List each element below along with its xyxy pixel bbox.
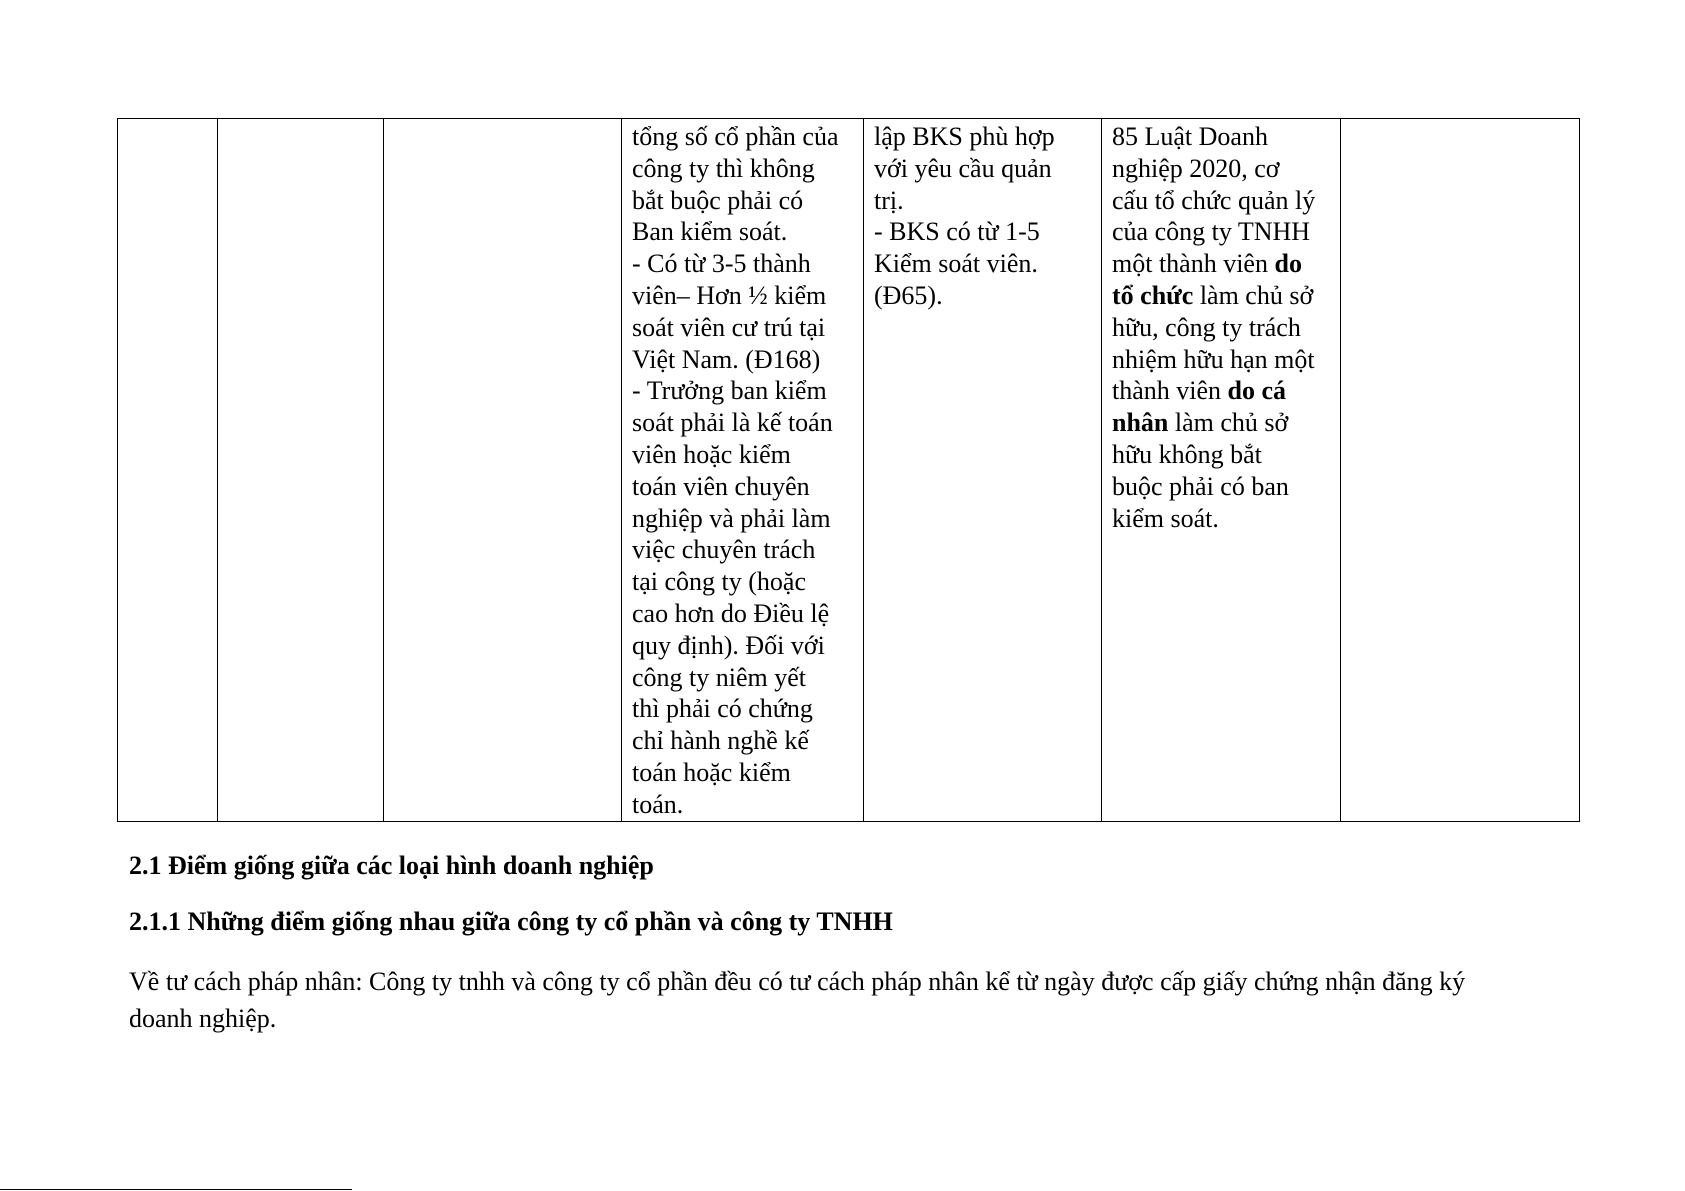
subsection-heading: 2.1.1 Những điểm giống nhau giữa công ty cổ phần và công ty TNHH: [129, 907, 893, 936]
cell-line: Việt Nam. (Đ168): [632, 344, 821, 374]
text-run: làm chủ sở: [1193, 280, 1314, 310]
text-run: làm chủ sở: [1168, 408, 1289, 438]
cell-line: cao hơn do Điều lệ: [632, 598, 830, 628]
cell-line: 85 Luật Doanh: [1112, 122, 1268, 151]
table-cell-multi-member-llc-supervisory: [864, 119, 1102, 822]
cell-line: chỉ hành nghề kế: [632, 726, 809, 756]
cell-line: quy định). Đối với: [632, 630, 825, 660]
body-paragraph: [129, 963, 1465, 1037]
cell-line: bắt buộc phải có: [632, 185, 804, 215]
bold-text-run: do: [1274, 249, 1302, 279]
cell-line: Kiểm soát viên.: [874, 249, 1038, 279]
cell-line: toán viên chuyên: [632, 471, 810, 501]
cell-line: lập BKS phù hợp: [874, 122, 1055, 151]
cell-line: viên hoặc kiểm: [632, 439, 791, 469]
cell-line: [1112, 407, 1330, 439]
cell-line: [1112, 248, 1330, 280]
cell-line: soát phải là kế toán: [632, 408, 833, 438]
bold-text-run: do cá: [1227, 376, 1287, 406]
bold-text-run: nhân: [1112, 408, 1169, 438]
paragraph-line: Về tư cách pháp nhân: Công ty tnhh và công ty cổ phần đều có tư cách pháp nhân kể từ ngày được cấp giấy chứng nhận đăng ký: [129, 967, 1466, 996]
cell-line: Ban kiểm soát.: [632, 217, 788, 247]
cell-line: [1112, 375, 1330, 407]
comparison-table: [117, 118, 1580, 822]
cell-line: soát viên cư trú tại: [632, 312, 826, 342]
cell-line: - Có từ 3-5 thành: [632, 249, 811, 279]
cell-line: - Trưởng ban kiểm: [632, 376, 827, 406]
cell-line: nghiệp 2020, cơ: [1112, 153, 1280, 183]
table-cell-empty-2: [218, 119, 384, 822]
cell-line: trị.: [874, 185, 904, 215]
cell-line: hữu không bắt: [1112, 439, 1262, 469]
table-cell-joint-stock-supervisory: [622, 119, 864, 822]
cell-line: công ty niêm yết: [632, 662, 807, 692]
cell-line: [1112, 280, 1330, 312]
cell-line: viên– Hơn ½ kiểm: [632, 280, 827, 310]
text-run: thành viên: [1112, 376, 1228, 406]
cell-line: nghiệp và phải làm: [632, 503, 831, 533]
bold-text-run: tổ chức: [1112, 280, 1194, 310]
cell-line: toán.: [632, 789, 684, 819]
table-cell-empty-1: [118, 119, 218, 822]
table-cell-empty-3: [384, 119, 622, 822]
cell-line: buộc phải có ban: [1112, 471, 1289, 501]
cell-line: tại công ty (hoặc: [632, 567, 806, 597]
cell-line: tổng số cổ phần của: [632, 122, 839, 151]
cell-line: việc chuyên trách: [632, 535, 816, 565]
cell-line: kiểm soát.: [1112, 503, 1219, 533]
section-heading: 2.1 Điểm giống giữa các loại hình doanh nghiệp: [129, 851, 654, 880]
paragraph-line: doanh nghiệp.: [129, 1004, 277, 1033]
cell-line: nhiệm hữu hạn một: [1112, 344, 1315, 374]
cell-line: công ty thì không: [632, 153, 815, 183]
cell-line: với yêu cầu quản: [874, 153, 1052, 183]
text-run: một thành viên: [1112, 249, 1275, 279]
cell-line: thì phải có chứng: [632, 694, 813, 724]
cell-line: toán hoặc kiểm: [632, 757, 791, 787]
table-row: [118, 119, 1580, 822]
cell-line: (Đ65).: [874, 280, 943, 310]
cell-line: của công ty TNHH: [1112, 217, 1311, 247]
footnote-separator: [0, 1189, 352, 1190]
cell-line: - BKS có từ 1-5: [874, 217, 1040, 247]
cell-line: hữu, công ty trách: [1112, 312, 1301, 342]
table-cell-empty-7: [1341, 119, 1580, 822]
cell-line: cấu tổ chức quản lý: [1112, 185, 1316, 215]
table-cell-single-member-llc-supervisory: [1102, 119, 1341, 822]
